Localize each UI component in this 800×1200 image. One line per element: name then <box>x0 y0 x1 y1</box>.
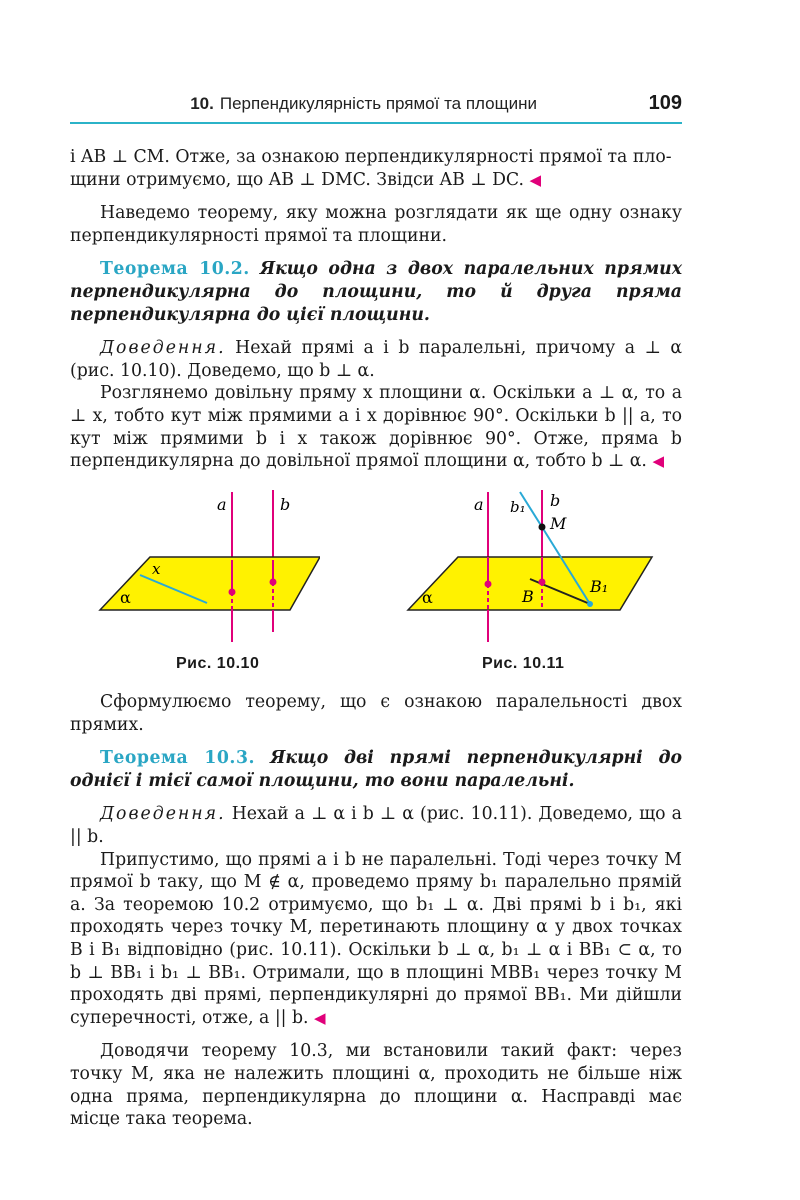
label-b: b <box>550 491 561 510</box>
point-a-intersection <box>485 581 492 588</box>
figure-10-10 <box>90 482 320 647</box>
point-M <box>539 524 546 531</box>
label-b: b <box>280 495 291 514</box>
paragraph-intro: Наведемо теорему, яку можна розглядати як ще одну ознаку перпендикулярності прямої та площини. <box>70 203 682 246</box>
paragraph-conclusion: Доводячи теорему 10.3, ми встановили такий факт: через точку M, яка не належить площині α, проходить не більше ніж одна пряма, перпендикулярна до площини α. Насправді має місце така теорема. <box>70 1041 682 1130</box>
text-block-bottom <box>70 691 682 1131</box>
caption-10-10: Рис. 10.10 <box>176 655 260 672</box>
point-b-intersection <box>270 579 277 586</box>
proof-label: Доведення. <box>100 804 226 825</box>
proof-2-para-1: Доведення. Нехай a ⊥ α і b ⊥ α (рис. 10.11). Доведемо, що a || b. <box>70 804 682 847</box>
label-alpha: α <box>120 588 131 607</box>
page-number: 109 <box>648 92 682 114</box>
label-alpha: α <box>422 588 433 607</box>
page-header <box>70 90 682 124</box>
theorem-10-3-head: Теорема 10.3. <box>100 748 255 769</box>
section-number: 10. <box>190 94 214 113</box>
point-B1 <box>587 601 593 607</box>
figure-10-11 <box>400 482 660 647</box>
proof-end-icon: ◀ <box>314 1008 326 1027</box>
theorem-10-2 <box>70 258 682 326</box>
label-B1: B₁ <box>590 577 609 596</box>
text-block-top <box>70 146 682 473</box>
point-a-intersection <box>229 589 236 596</box>
theorem-10-2-body: Якщо одна з двох паралельних прямих перпендикулярна до площини, то й друга пряма перпендикулярна до цієї площини. <box>70 259 682 325</box>
caption-10-11: Рис. 10.11 <box>482 655 565 672</box>
proof-label: Доведення. <box>100 338 226 359</box>
label-B: B <box>522 587 534 606</box>
theorem-10-2-head: Теорема 10.2. <box>100 259 250 280</box>
proof-1-para-2: Розглянемо довільну пряму x площини α. Оскільки a ⊥ α, то a ⊥ x, тобто кут між прямими a і x дорівнює 90°. Оскільки b || a, то кут між прямими b і x також дорівнює 90°. Отже, пряма b перпендикулярна до довільної прямої площини α, тобто b ⊥ α. ◀ <box>70 383 682 472</box>
label-a: a <box>217 495 227 514</box>
label-b1: b₁ <box>510 498 526 516</box>
label-a: a <box>474 495 484 514</box>
theorem-10-3-body: Якщо дві прямі перпендикулярні до однієї і тієї самої площини, то вони паралельні. <box>70 748 682 791</box>
paragraph-continuation: і AB ⊥ CM. Отже, за ознакою перпендикулярності прямої та пло- щини отримуємо, що AB ⊥ DMC. Звідси AB ⊥ DC. ◀ <box>70 147 672 190</box>
label-x: x <box>152 560 161 578</box>
theorem-10-3 <box>70 747 682 792</box>
point-B <box>539 579 546 586</box>
plane-alpha <box>100 557 320 610</box>
section-title-text: Перпендикулярність прямої та площини <box>219 94 537 113</box>
paragraph-formulate: Сформулюємо теорему, що є ознакою паралельності двох прямих. <box>70 692 682 735</box>
proof-end-icon: ◀ <box>652 452 664 471</box>
label-M: M <box>550 514 567 533</box>
proof-end-icon: ◀ <box>529 170 542 189</box>
proof-2-para-2: Припустимо, що прямі a і b не паралельні. Тоді через точку M прямої b таку, що M ∉ α, проведемо пряму b₁ паралельно прямій a. За теоремою 10.2 отримуємо, що b₁ ⊥ α. Дві прямі b і b₁, які проходять через точку M, перетинають площину α у двох точках B і B₁ відповідно (рис. 10.11). Оскільки b ⊥ α, b₁ ⊥ α і BB₁ ⊂ α, то b ⊥ BB₁ і b₁ ⊥ BB₁. Отримали, що в площині MBB₁ через точку M проходять дві прямі, перпендикулярні до прямої BB₁. Ми дійшли суперечності, отже, a || b. ◀ <box>70 849 682 1028</box>
proof-1-para-1: Доведення. Нехай прямі a і b паралельні, причому a ⊥ α (рис. 10.10). Доведемо, що b ⊥ α. <box>70 338 682 381</box>
section-title <box>190 94 537 114</box>
